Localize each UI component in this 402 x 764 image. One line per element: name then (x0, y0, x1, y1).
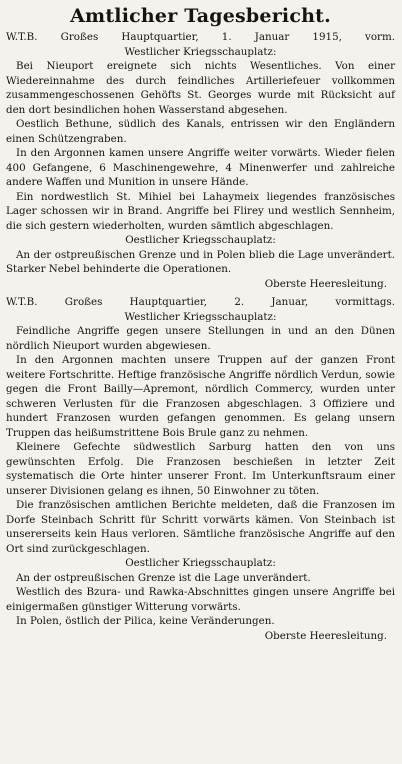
paragraph: Westlich des Bzura- und Rawka-Abschnittes gingen unsere Angriffe bei einigermaßen günstiger Witterung vorwärts. (6, 586, 395, 613)
paragraph: In den Argonnen kamen unsere Angriffe weiter vorwärts. Wieder fielen 400 Gefangene, 6 Maschinengewehre, 4 Minenwerfer und zahlreiche andere Waffen und Munition in unsere Hände. (6, 147, 395, 188)
report-header: W.T.B. Großes Hauptquartier, 1. Januar 1915, vorm. (6, 31, 395, 43)
paragraph: Feindliche Angriffe gegen unsere Stellungen in und an den Dünen nördlich Nieuport wurden abgewiesen. (6, 325, 395, 352)
section-heading-eastern: Oestlicher Kriegsschauplatz: (125, 234, 276, 246)
report-header: W.T.B. Großes Hauptquartier, 2. Januar, vormittags. (6, 296, 395, 308)
signature: Oberste Heeresleitung. (264, 629, 387, 642)
report-2 (6, 295, 395, 643)
paragraph: Oestlich Bethune, südlich des Kanals, entrissen wir den Engländern einen Schützengraben. (6, 118, 395, 145)
section-heading-western: Westlicher Kriegsschauplatz: (124, 310, 277, 323)
page-title: Amtlicher Tagesbericht. (70, 5, 331, 27)
section-heading-eastern: Oestlicher Kriegsschauplatz: (125, 557, 276, 569)
paragraph: Kleinere Gefechte südwestlich Sarburg hatten den von uns gewünschten Erfolg. Die Franzosen beschießen in letzter Zeit systematisch die Orte hinter unserer Front. Im Unterkunftsraum einer unserer Divisionen gelang es ihnen, 50 Einwohner zu töten. (6, 441, 395, 497)
paragraph: Ein nordwestlich St. Mihiel bei Lahaymeix liegendes französisches Lager schossen wir in Brand. Angriffe bei Flirey und westlich Sennheim, die sich gestern wiederholten, wurden sämtlich abgeschlagen. (6, 190, 395, 232)
paragraph: In den Argonnen machten unsere Truppen auf der ganzen Front weitere Fortschritte. Heftige französische Angriffe nördlich Verdun, sowie gegen die Front Bailly—Apremont, nördlich Commercy, wurden unter schweren Verlusten für die Franzosen abgeschlagen. 3 Offiziere und hundert Franzosen wurden gefangen genommen. Es gelang unsern Truppen das heißumstrittene Bois Brule ganz zu nehmen. (6, 354, 395, 439)
paragraph: Bei Nieuport ereignete sich nichts Wesentliches. Von einer Wiedereinnahme des durch feindliches Artilleriefeuer vollkommen zusammengeschossenen Gehöfts St. Georges wurde mit Rücksicht auf den dort besindlichen hohen Wasserstand abgesehen. (6, 60, 395, 116)
paragraph: An der ostpreußischen Grenze und in Polen blieb die Lage unverändert. Starker Nebel behinderte die Operationen. (6, 248, 395, 275)
report-1 (6, 30, 395, 291)
paragraph: An der ostpreußischen Grenze ist die Lage unverändert. (16, 571, 311, 584)
paragraph: In Polen, östlich der Pilica, keine Veränderungen. (16, 615, 275, 627)
signature: Oberste Heeresleitung. (264, 277, 387, 290)
paragraph: Die französischen amtlichen Berichte meldeten, daß die Franzosen im Dorfe Steinbach Schritt für Schritt vorwärts kämen. Von Steinbach ist unsererseits kein Haus verloren. Sämtliche französische Angriffe auf den Ort sind zurückgeschlagen. (6, 499, 395, 555)
section-heading-western: Westlicher Kriegsschauplatz: (124, 45, 277, 58)
